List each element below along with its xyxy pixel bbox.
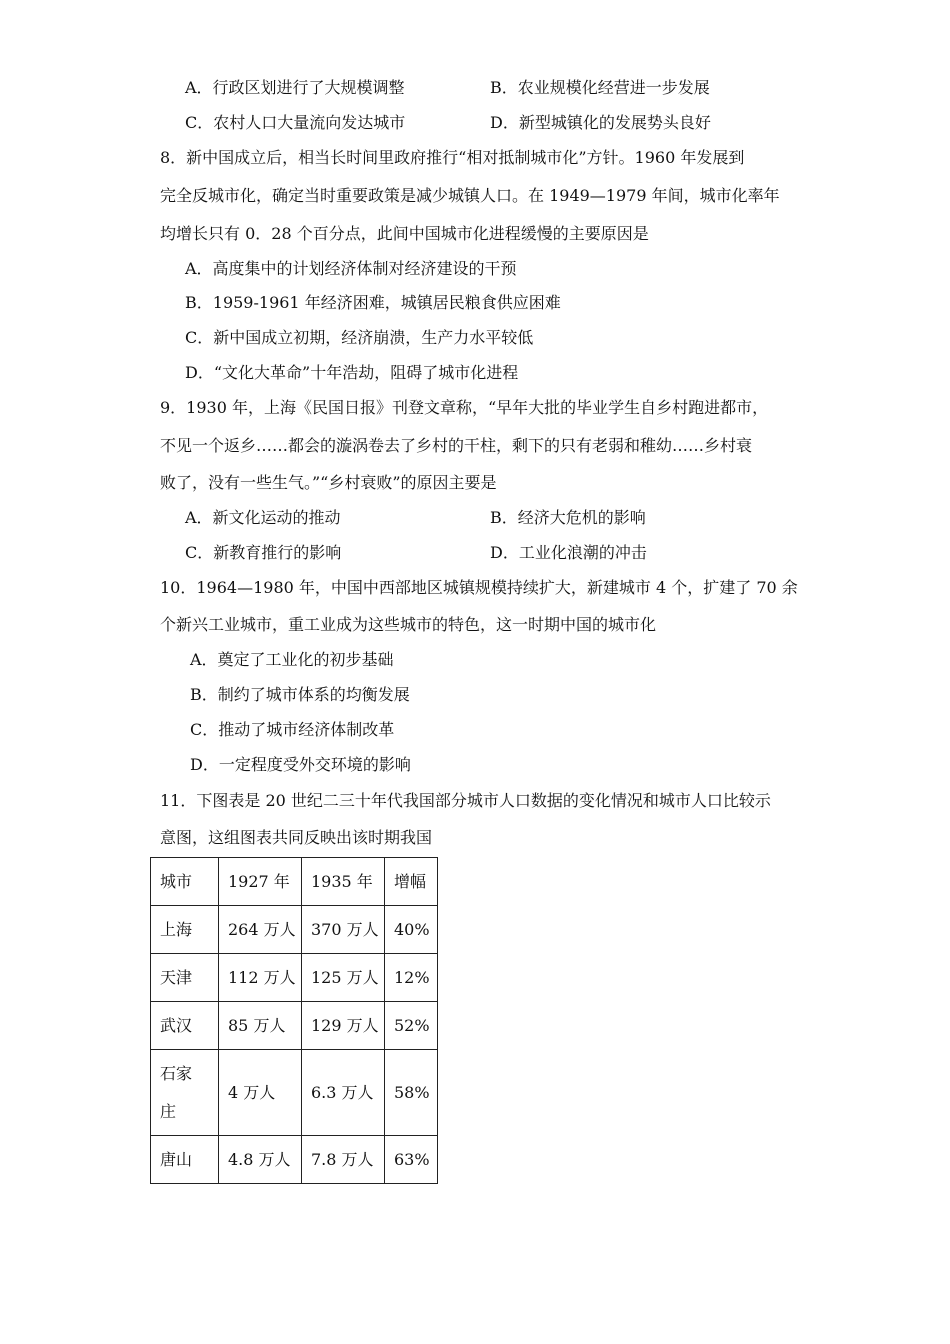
q10-option-d[interactable]: D．一定程度受外交环境的影响 <box>190 755 411 774</box>
q10-stem-line-1: 10．1964—1980 年，中国中西部地区城镇规模持续扩大，新建城市 4 个，扩建了 70 余 <box>160 578 798 597</box>
table-cell: 7.8 万人 <box>302 1136 385 1184</box>
table-cell-text: 石家庄 <box>160 1063 193 1121</box>
table-cell: 112 万人 <box>219 954 302 1002</box>
table-cell: 125 万人 <box>302 954 385 1002</box>
table-cell: 4.8 万人 <box>219 1136 302 1184</box>
table-row <box>151 1136 438 1184</box>
table-cell: 上海 <box>151 906 219 954</box>
table-cell: 唐山 <box>151 1136 219 1184</box>
table-header-cell: 1935 年 <box>302 858 385 906</box>
q8-option-a[interactable]: A．高度集中的计划经济体制对经济建设的干预 <box>185 259 517 278</box>
q8-stem-line-2: 完全反城市化，确定当时重要政策是减少城镇人口。在 1949—1979 年间，城市化率年 <box>160 186 780 205</box>
table-header-cell: 增幅 <box>385 858 438 906</box>
table-cell: 370 万人 <box>302 906 385 954</box>
q9-option-d[interactable]: D．工业化浪潮的冲击 <box>490 543 647 562</box>
table-cell: 4 万人 <box>219 1050 302 1136</box>
q9-stem-line-1: 9．1930 年，上海《民国日报》刊登文章称，“早年大批的毕业学生自乡村跑进都市， <box>160 398 769 417</box>
table-cell: 52% <box>385 1002 438 1050</box>
table-header-row <box>151 858 438 906</box>
q9-option-a[interactable]: A．新文化运动的推动 <box>185 508 341 527</box>
q9-stem-line-2: 不见一个返乡……都会的漩涡卷去了乡村的干柱，剩下的只有老弱和稚幼……乡村衰 <box>160 436 753 455</box>
q10-option-b[interactable]: B．制约了城市体系的均衡发展 <box>190 685 410 704</box>
table-cell <box>151 1050 219 1136</box>
table-cell: 武汉 <box>151 1002 219 1050</box>
table-row <box>151 1002 438 1050</box>
table-cell: 6.3 万人 <box>302 1050 385 1136</box>
table-cell: 58% <box>385 1050 438 1136</box>
table-header-cell: 1927 年 <box>219 858 302 906</box>
table-row <box>151 906 438 954</box>
table-cell: 129 万人 <box>302 1002 385 1050</box>
city-population-table <box>150 857 438 1184</box>
q8-option-c[interactable]: C．新中国成立初期，经济崩溃，生产力水平较低 <box>185 328 534 347</box>
table-cell: 40% <box>385 906 438 954</box>
q10-option-a[interactable]: A．奠定了工业化的初步基础 <box>190 650 394 669</box>
q10-option-c[interactable]: C．推动了城市经济体制改革 <box>190 720 395 739</box>
q8-stem-line-3: 均增长只有 0．28 个百分点，此间中国城市化进程缓慢的主要原因是 <box>160 224 649 243</box>
table-row <box>151 1050 438 1136</box>
table-row <box>151 954 438 1002</box>
q7-option-c[interactable]: C．农村人口大量流向发达城市 <box>185 113 406 132</box>
q11-stem-line-2: 意图，这组图表共同反映出该时期我国 <box>160 828 433 847</box>
q11-stem-line-1: 11．下图表是 20 世纪二三十年代我国部分城市人口数据的变化情况和城市人口比较示 <box>160 791 771 810</box>
q7-option-d[interactable]: D．新型城镇化的发展势头良好 <box>490 113 711 132</box>
table-cell: 天津 <box>151 954 219 1002</box>
q9-stem-line-3: 败了，没有一些生气。”“乡村衰败”的原因主要是 <box>160 473 497 492</box>
q7-option-b[interactable]: B．农业规模化经营进一步发展 <box>490 78 710 97</box>
table-cell: 63% <box>385 1136 438 1184</box>
q7-option-a[interactable]: A．行政区划进行了大规模调整 <box>185 78 405 97</box>
table-header-cell: 城市 <box>151 858 219 906</box>
table-cell: 12% <box>385 954 438 1002</box>
q8-option-d[interactable]: D．“文化大革命”十年浩劫，阻碍了城市化进程 <box>185 363 519 382</box>
q9-option-c[interactable]: C．新教育推行的影响 <box>185 543 342 562</box>
table-cell: 85 万人 <box>219 1002 302 1050</box>
q8-option-b[interactable]: B．1959-1961 年经济困难，城镇居民粮食供应困难 <box>185 293 561 312</box>
table-cell: 264 万人 <box>219 906 302 954</box>
q8-stem-line-1: 8．新中国成立后，相当长时间里政府推行“相对抵制城市化”方针。1960 年发展到 <box>160 148 745 167</box>
q9-option-b[interactable]: B．经济大危机的影响 <box>490 508 646 527</box>
q10-stem-line-2: 个新兴工业城市，重工业成为这些城市的特色，这一时期中国的城市化 <box>160 615 657 634</box>
